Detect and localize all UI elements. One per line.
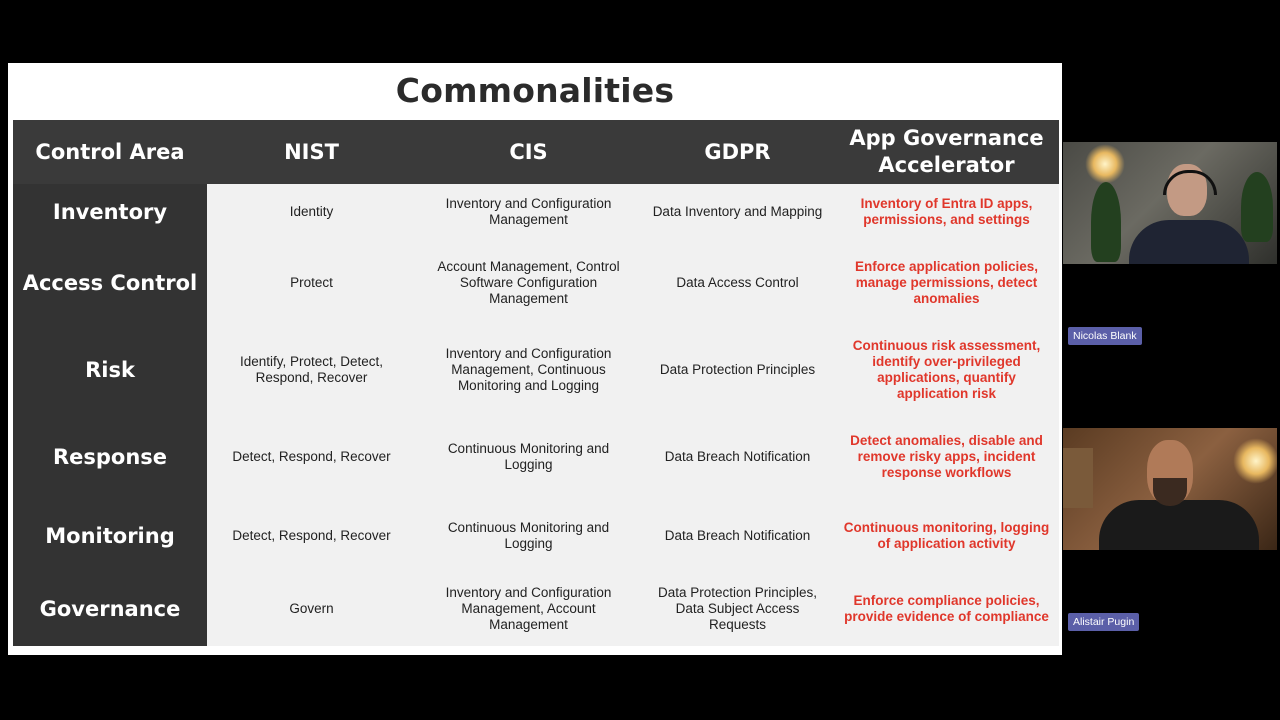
gdpr-cell: Data Breach Notification: [641, 500, 834, 572]
nist-cell: Protect: [207, 240, 416, 326]
lamp-light: [1233, 438, 1277, 484]
cis-cell: Account Management, Control Software Configuration Management: [416, 240, 641, 326]
participant-video-tile[interactable]: [1063, 428, 1277, 550]
cis-cell: Continuous Monitoring and Logging: [416, 414, 641, 500]
row-area-label: Risk: [13, 326, 207, 414]
table-header-row: [13, 120, 1059, 184]
header-gdpr: GDPR: [641, 120, 834, 184]
table-row: [13, 572, 1059, 646]
aga-cell: Enforce compliance policies, provide evidence of compliance: [834, 572, 1059, 646]
plant: [1241, 172, 1273, 242]
header-cis: CIS: [416, 120, 641, 184]
aga-cell: Continuous monitoring, logging of application activity: [834, 500, 1059, 572]
person-torso: [1129, 220, 1249, 264]
table-row: [13, 240, 1059, 326]
participant-video-tile[interactable]: [1063, 142, 1277, 264]
participant-name-tag: Nicolas Blank: [1068, 327, 1142, 345]
aga-cell: Detect anomalies, disable and remove risky apps, incident response workflows: [834, 414, 1059, 500]
aga-cell: Inventory of Entra ID apps, permissions, and settings: [834, 184, 1059, 240]
gdpr-cell: Data Inventory and Mapping: [641, 184, 834, 240]
cis-cell: Continuous Monitoring and Logging: [416, 500, 641, 572]
nist-cell: Identity: [207, 184, 416, 240]
table-row: [13, 184, 1059, 240]
nist-cell: Govern: [207, 572, 416, 646]
gdpr-cell: Data Protection Principles, Data Subject Access Requests: [641, 572, 834, 646]
row-area-label: Monitoring: [13, 500, 207, 572]
window-blind: [1063, 448, 1093, 508]
plant: [1091, 182, 1121, 262]
cis-cell: Inventory and Configuration Management, Continuous Monitoring and Logging: [416, 326, 641, 414]
header-control-area: Control Area: [13, 120, 207, 184]
aga-cell: Enforce application policies, manage permissions, detect anomalies: [834, 240, 1059, 326]
header-nist: NIST: [207, 120, 416, 184]
row-area-label: Access Control: [13, 240, 207, 326]
nist-cell: Identify, Protect, Detect, Respond, Recover: [207, 326, 416, 414]
header-app-governance-accelerator: App Governance Accelerator: [834, 120, 1059, 184]
gdpr-cell: Data Protection Principles: [641, 326, 834, 414]
nist-cell: Detect, Respond, Recover: [207, 414, 416, 500]
gdpr-cell: Data Breach Notification: [641, 414, 834, 500]
gdpr-cell: Data Access Control: [641, 240, 834, 326]
cis-cell: Inventory and Configuration Management: [416, 184, 641, 240]
row-area-label: Inventory: [13, 184, 207, 240]
table-row: [13, 326, 1059, 414]
cis-cell: Inventory and Configuration Management, Account Management: [416, 572, 641, 646]
aga-cell: Continuous risk assessment, identify over-privileged applications, quantify application risk: [834, 326, 1059, 414]
lamp-light: [1085, 144, 1125, 184]
commonalities-table: [13, 120, 1059, 646]
slide-title: Commonalities: [395, 71, 675, 110]
participant-name-tag: Alistair Pugin: [1068, 613, 1139, 631]
row-area-label: Governance: [13, 572, 207, 646]
table-row: [13, 500, 1059, 572]
person-torso: [1099, 500, 1259, 550]
table-row: [13, 414, 1059, 500]
nist-cell: Detect, Respond, Recover: [207, 500, 416, 572]
row-area-label: Response: [13, 414, 207, 500]
presentation-slide: [8, 63, 1062, 655]
